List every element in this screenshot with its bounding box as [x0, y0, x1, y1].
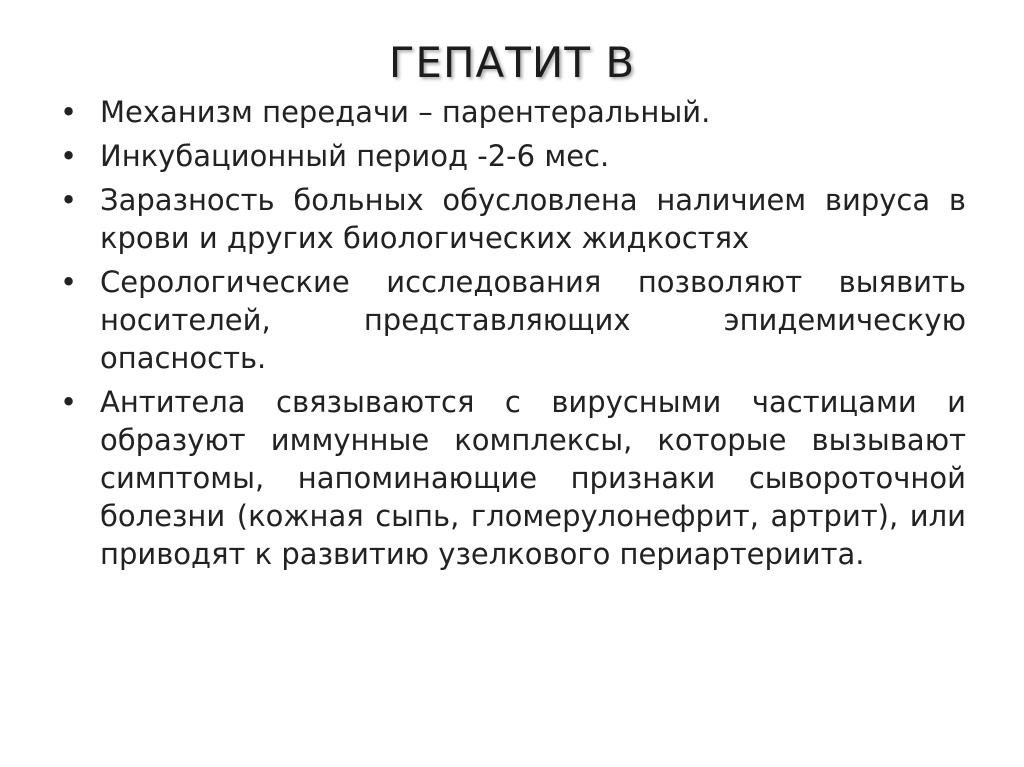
bullet-marker: • — [60, 139, 78, 173]
bullet-list — [60, 93, 966, 579]
slide-title: ГЕПАТИТ В — [388, 38, 636, 87]
bullet-marker: • — [60, 385, 78, 419]
bullet-text: Серологические исследования позволяют выявить носителей, представляющих эпидемическую опасность. — [100, 265, 966, 375]
bullet-text: Механизм передачи – парентеральный. — [100, 95, 711, 129]
bullet-marker: • — [60, 95, 78, 129]
bullet-item-contagiousness — [60, 181, 966, 257]
bullet-text: Антитела связываются с вирусными частицами и образуют иммунные комплексы, которые вызывают симптомы, напоминающие признаки сывороточной болезни (кожная сыпь, гломерулонефрит, артрит), или приводят к развитию узелкового периартериита. — [100, 385, 966, 571]
bullet-text: Заразность больных обусловлена наличием вируса в крови и других биологических жидкостях — [100, 183, 966, 255]
bullet-text: Инкубационный период -2-6 мес. — [100, 139, 610, 173]
bullet-item-transmission — [60, 93, 966, 131]
bullet-marker: • — [60, 265, 78, 299]
bullet-marker: • — [60, 183, 78, 217]
bullet-item-incubation — [60, 137, 966, 175]
bullet-item-serology — [60, 263, 966, 377]
bullet-item-antibodies — [60, 383, 966, 573]
